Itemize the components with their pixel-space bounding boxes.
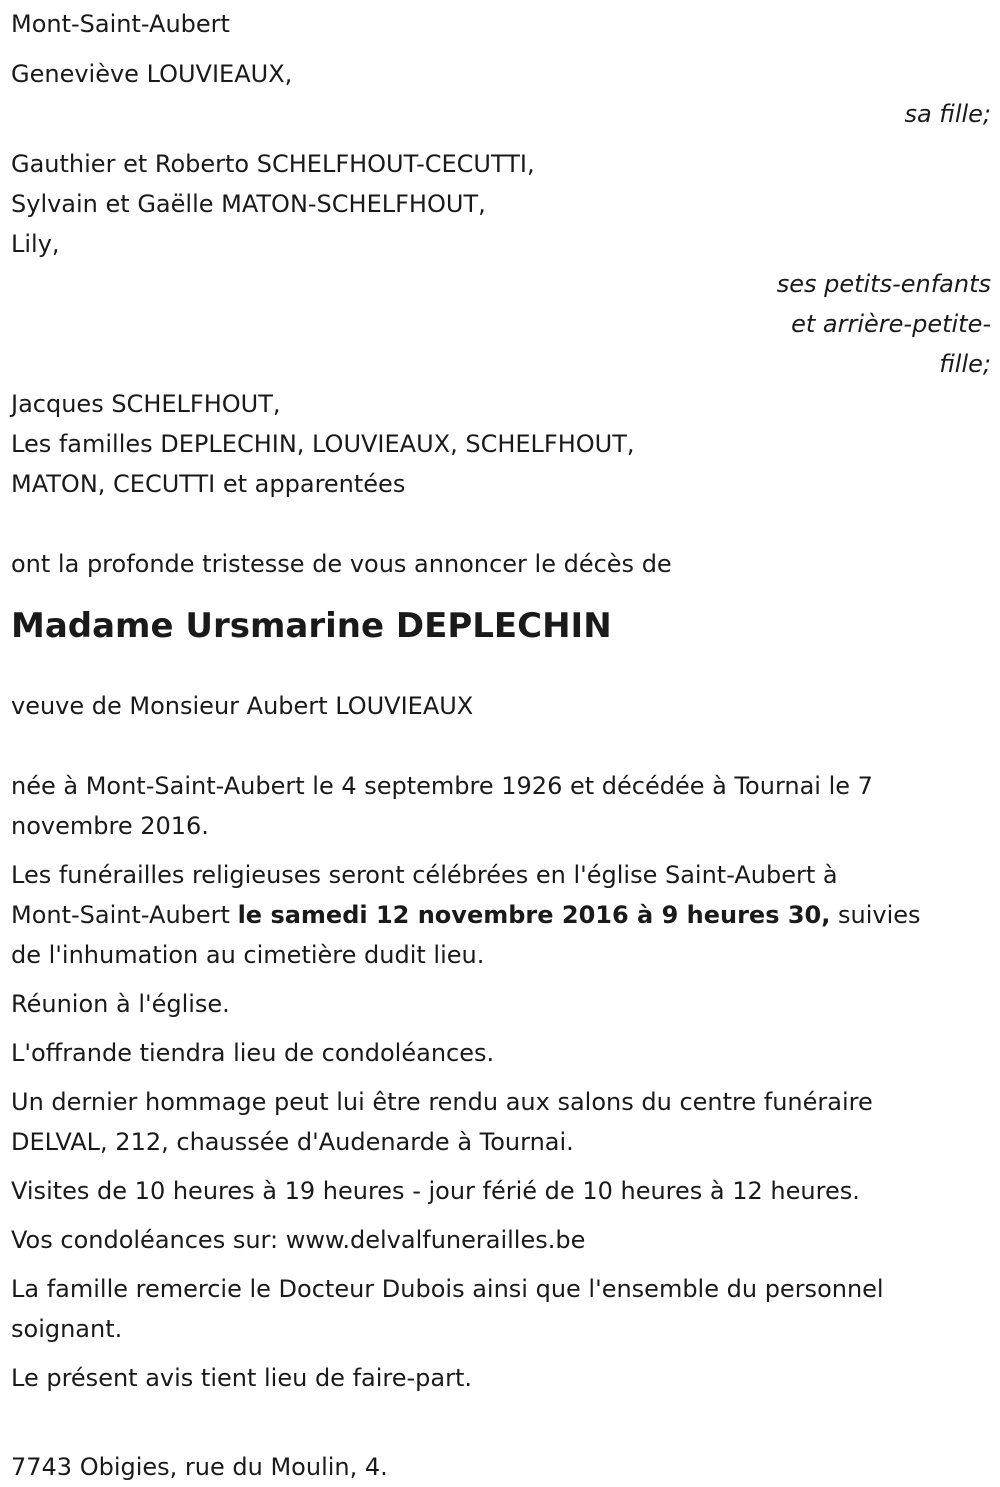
visits-paragraph xyxy=(11,1171,991,1211)
meeting-text: Réunion à l'église. xyxy=(11,990,230,1018)
thanks-line-2: soignant. xyxy=(11,1315,123,1343)
spacer xyxy=(11,44,991,54)
spacer xyxy=(11,726,991,766)
funeral-place: Mont-Saint-Aubert xyxy=(11,901,238,929)
thanks-line-1: La famille remercie le Docteur Dubois ainsi que l'ensemble du personnel xyxy=(11,1275,884,1303)
visits-text: Visites de 10 heures à 19 heures - jour férié de 10 heures à 12 heures. xyxy=(11,1177,860,1205)
grandchild-line-1: Gauthier et Roberto SCHELFHOUT-CECUTTI, xyxy=(11,150,535,178)
widow-of: veuve de Monsieur Aubert LOUVIEAUX xyxy=(11,692,474,720)
grandchildren-relation-1: ses petits-enfants xyxy=(776,270,991,298)
thanks-paragraph xyxy=(11,1269,991,1349)
condolences-text: Vos condoléances sur: www.delvalfunerailles.be xyxy=(11,1226,586,1254)
offering-paragraph xyxy=(11,1033,991,1073)
deceased-name: Madame Ursmarine DEPLECHIN xyxy=(11,606,612,646)
funeral-line-1: Les funérailles religieuses seront célébrées en l'église Saint-Aubert à xyxy=(11,861,838,889)
grandchildren-relation-2: et arrière-petite- xyxy=(791,310,991,338)
condolences-paragraph xyxy=(11,1220,991,1260)
announcement-text: ont la profonde tristesse de vous annoncer le décès de xyxy=(11,550,672,578)
meeting-paragraph xyxy=(11,984,991,1024)
grandchild-line-2: Sylvain et Gaëlle MATON-SCHELFHOUT, xyxy=(11,190,486,218)
funeral-line-2 xyxy=(11,895,991,935)
grandchildren-relation-3: fille; xyxy=(939,350,991,378)
funeral-continuation: suivies xyxy=(830,901,921,929)
notice-text: Le présent avis tient lieu de faire-part. xyxy=(11,1364,473,1392)
tribute-paragraph xyxy=(11,1082,991,1162)
funeral-line-3: de l'inhumation au cimetière dudit lieu. xyxy=(11,941,485,969)
funeral-date: le samedi 12 novembre 2016 à 9 heures 30, xyxy=(237,901,831,929)
spacer xyxy=(11,1407,991,1447)
birth-death-line-2: novembre 2016. xyxy=(11,812,209,840)
grandchild-line-3: Lily, xyxy=(11,230,60,258)
family-address: 7743 Obigies, rue du Moulin, 4. xyxy=(11,1453,388,1481)
tribute-line-2: DELVAL, 212, chaussée d'Audenarde à Tournai. xyxy=(11,1128,574,1156)
spacer xyxy=(11,134,991,144)
birth-death-line-1: née à Mont-Saint-Aubert le 4 septembre 1926 et décédée à Tournai le 7 xyxy=(11,772,873,800)
other-family-2: Les familles DEPLECHIN, LOUVIEAUX, SCHELFHOUT, xyxy=(11,430,635,458)
birth-death-paragraph xyxy=(11,766,991,846)
obituary-notice xyxy=(11,4,991,1487)
other-family-3: MATON, CECUTTI et apparentées xyxy=(11,470,406,498)
notice-paragraph xyxy=(11,1358,991,1398)
daughter-relation: sa fille; xyxy=(904,100,991,128)
funeral-paragraph xyxy=(11,855,991,975)
other-family-1: Jacques SCHELFHOUT, xyxy=(11,390,281,418)
spacer xyxy=(11,504,991,544)
village-heading: Mont-Saint-Aubert xyxy=(11,10,230,38)
tribute-line-1: Un dernier hommage peut lui être rendu aux salons du centre funéraire xyxy=(11,1088,873,1116)
daughter-name: Geneviève LOUVIEAUX, xyxy=(11,60,293,88)
offering-text: L'offrande tiendra lieu de condoléances. xyxy=(11,1039,495,1067)
